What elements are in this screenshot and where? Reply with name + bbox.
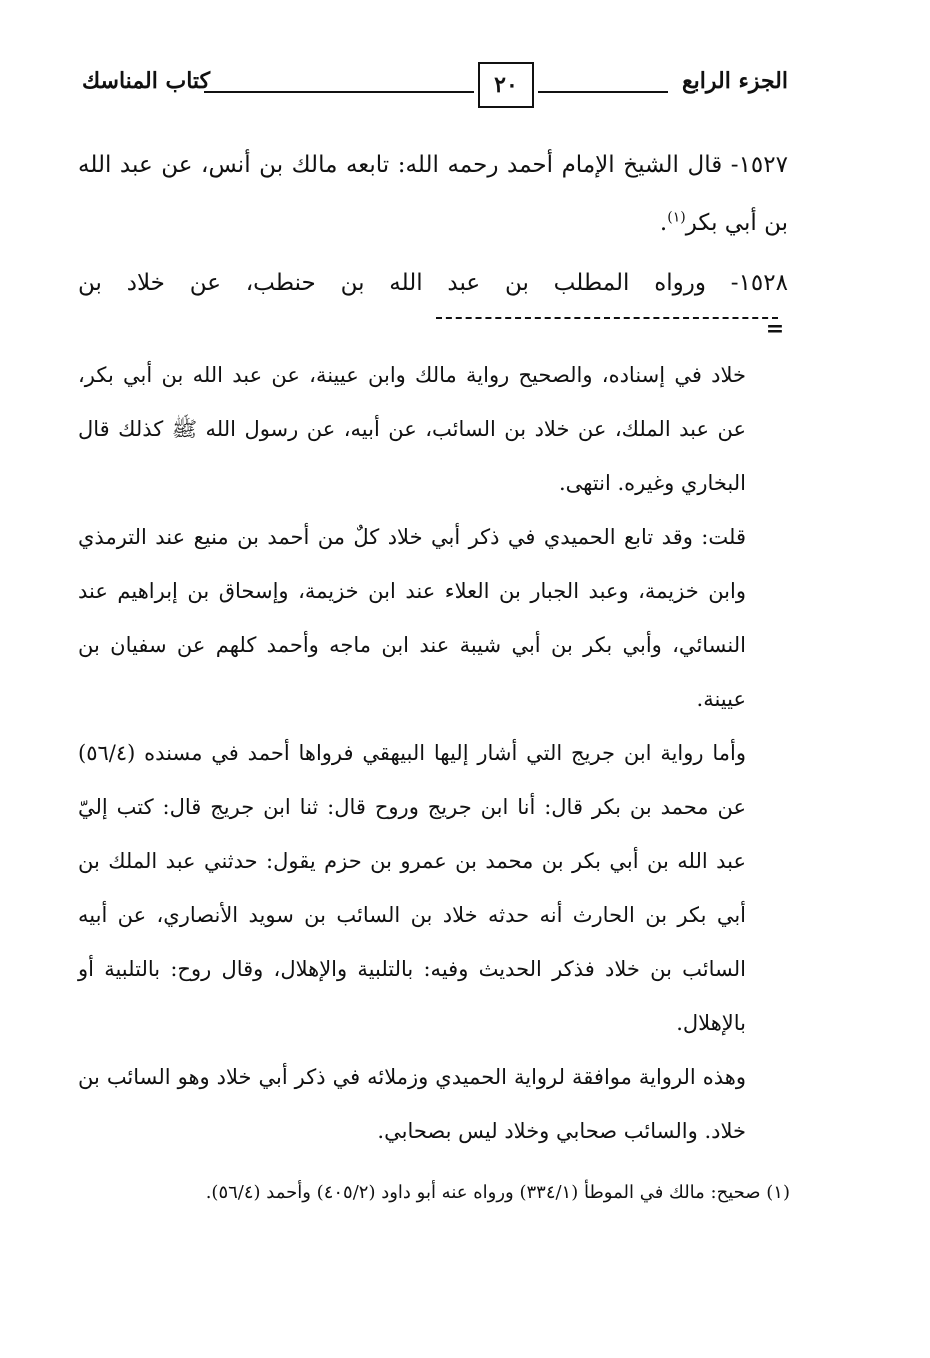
- hadith-1527-text: ١٥٢٧- قال الشيخ الإمام أحمد رحمه الله: تابعه مالك بن أنس، عن عبد الله بن أبي بكر: [78, 152, 788, 236]
- note-block: خلاد في إسناده، والصحيح رواية مالك وابن عيينة، عن عبد الله بن أبي بكر، عن عبد الملك، عن خلاد بن السائب، عن أبيه، عن رسول الله ﷺ كذلك قال البخاري وغيره. انتهى.: [78, 363, 746, 495]
- volume-title: الجزء الرابع: [681, 68, 788, 94]
- hadith-1527-end: .: [659, 210, 668, 236]
- commentary-notes: [78, 348, 746, 1158]
- page-number: ٢٠: [494, 72, 518, 98]
- header-rule-left: [204, 91, 474, 93]
- note-block: قلت: وقد تابع الحميدي في ذكر أبي خلاد كلٌ من أحمد بن منيع عند الترمذي وابن خزيمة، وعبد الجبار بن العلاء عند ابن خزيمة، وإسحاق بن إبراهيم عند النسائي، وأبي بكر بن أبي شيبة عند ابن ماجه وأحمد كلهم عن سفيان بن عيينة.: [78, 525, 746, 711]
- page-header: [78, 62, 788, 110]
- hadith-1528: ١٥٢٨- ورواه المطلب بن عبد الله بن حنطب، عن خلاد بن: [78, 270, 788, 296]
- footnote-marker: (١): [667, 209, 686, 226]
- header-rule-right: [538, 91, 668, 93]
- note-block: وأما رواية ابن جريج التي أشار إليها البيهقي فرواها أحمد في مسنده (٥٦/٤) عن محمد بن بكر قال: أنا ابن جريج وروح قال: ثنا ابن جريج قال: كتب إليّ عبد الله بن أبي بكر بن محمد بن عمرو بن حزم يقول: حدثني عبد الملك بن أبي بكر بن الحارث أنه حدثه خلاد بن السائب بن سويد الأنصاري، عن أبيه السائب بن خلاد فذكر الحديث وفيه: بالتلبية والإهلال، وقال روح: بالتلبية أو بالإهلال.: [78, 741, 746, 1035]
- hadith-1527: [78, 136, 788, 252]
- page-number-box: [478, 62, 534, 108]
- notes-separator: [436, 317, 778, 319]
- continuation-mark: =: [765, 316, 785, 342]
- book-title: كتاب المناسك: [82, 68, 211, 94]
- footnote: (١) صحيح: مالك في الموطأ (٣٣٤/١) ورواه عنه أبو داود (٤٠٥/٢) وأحمد (٥٦/٤).: [205, 1182, 790, 1203]
- note-block: وهذه الرواية موافقة لرواية الحميدي وزملائه في ذكر أبي خلاد وهو السائب بن خلاد. والسائب صحابي وخلاد ليس بصحابي.: [78, 1065, 746, 1143]
